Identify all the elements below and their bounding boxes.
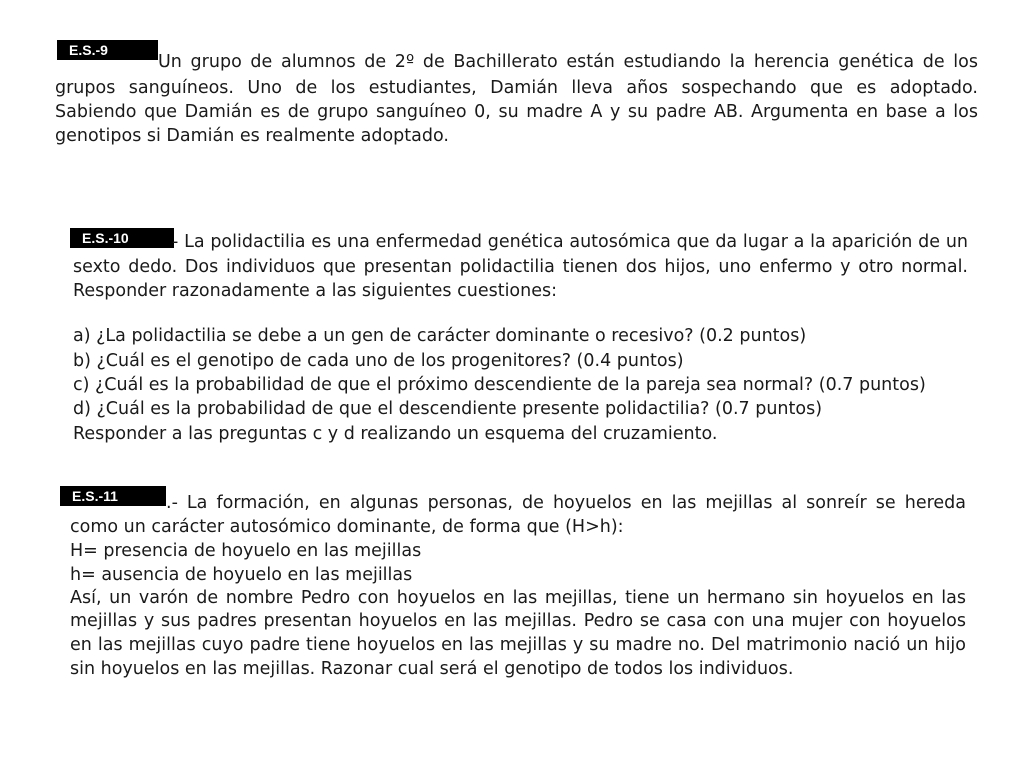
exercise-text-line: en las mejillas cuyo padre tiene hoyuelos en las mejillas y su madre no. Del matrimonio nació un hijo [70, 635, 966, 655]
exercise-text-line: mejillas y sus padres presentan hoyuelos en las mejillas. Pedro se casa con una mujer con hoyuelos [70, 611, 966, 631]
exercise-text-line: Responder razonadamente a las siguientes cuestiones: [73, 281, 558, 301]
exercise-label: E.S.-11 [60, 486, 166, 506]
exercise-text-line: Sabiendo que Damián es de grupo sanguíneo 0, su madre A y su padre AB. Argumenta en base a los [55, 102, 978, 122]
exercise-text-line: Así, un varón de nombre Pedro con hoyuelos en las mejillas, tiene un hermano sin hoyuelos en las [70, 588, 966, 608]
question-line: c) ¿Cuál es la probabilidad de que el próximo descendiente de la pareja sea normal? (0.7 puntos) [73, 375, 926, 395]
exercise-text-line: - La polidactilia es una enfermedad genética autosómica que da lugar a la aparición de un [172, 232, 968, 252]
exercise-text-line: grupos sanguíneos. Uno de los estudiantes, Damián lleva años sospechando que es adoptado. [55, 78, 978, 98]
question-line: a) ¿La polidactilia se debe a un gen de carácter dominante o recesivo? (0.2 puntos) [73, 326, 807, 346]
exercise-text-line: .- La formación, en algunas personas, de hoyuelos en las mejillas al sonreír se hereda [166, 493, 966, 513]
exercise-label: E.S.-10 [70, 228, 174, 248]
exercise-text-line: sexto dedo. Dos individuos que presentan polidactilia tienen dos hijos, uno enfermo y otro normal. [73, 257, 968, 277]
exercise-text-line: h= ausencia de hoyuelo en las mejillas [70, 565, 413, 585]
exercise-label: E.S.-9 [57, 40, 158, 60]
question-line: b) ¿Cuál es el genotipo de cada uno de los progenitores? (0.4 puntos) [73, 351, 684, 371]
exercise-text-line: como un carácter autosómico dominante, de forma que (H>h): [70, 517, 624, 537]
exercise-text-line: Un grupo de alumnos de 2º de Bachillerato están estudiando la herencia genética de los [158, 52, 978, 72]
exercise-text-line: H= presencia de hoyuelo en las mejillas [70, 541, 422, 561]
exercise-text-line: genotipos si Damián es realmente adoptado. [55, 126, 449, 146]
exercise-text-line: sin hoyuelos en las mejillas. Razonar cual será el genotipo de todos los individuos. [70, 659, 794, 679]
exercise-text-line: Responder a las preguntas c y d realizando un esquema del cruzamiento. [73, 424, 718, 444]
question-line: d) ¿Cuál es la probabilidad de que el descendiente presente polidactilia? (0.7 puntos) [73, 399, 823, 419]
